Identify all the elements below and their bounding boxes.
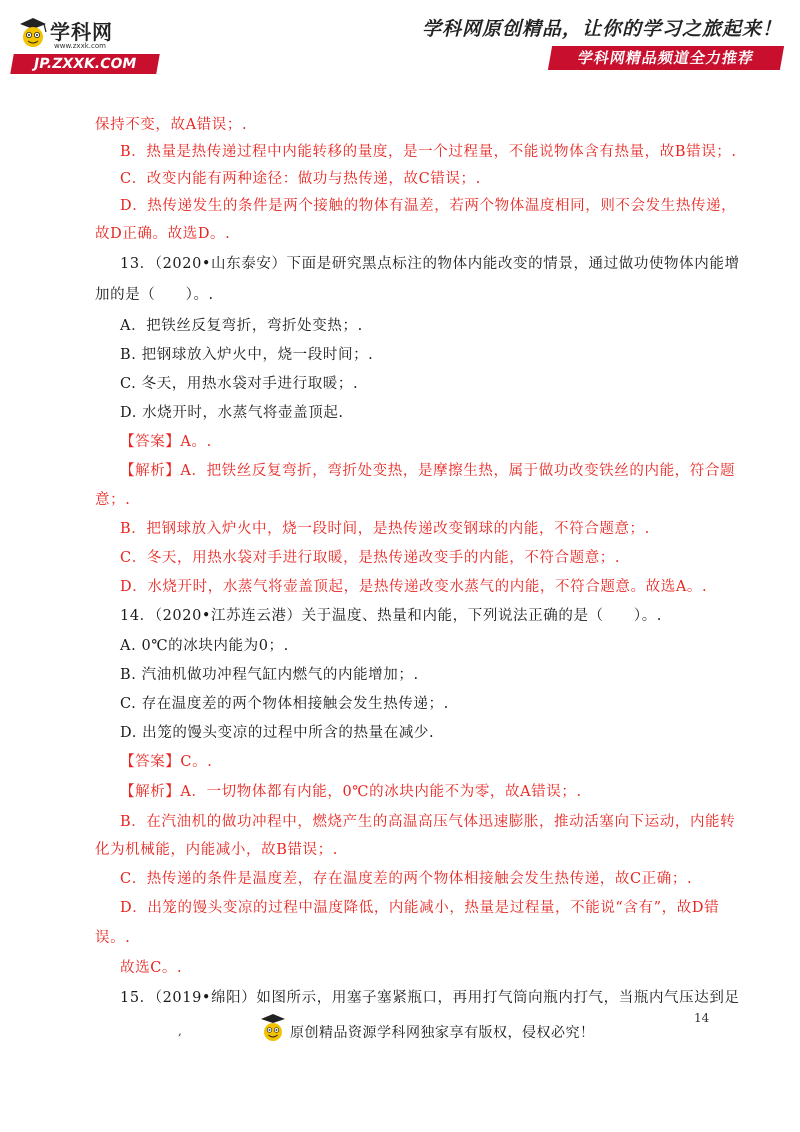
- text-line: D．出笼的馒头变凉的过程中温度降低，内能减小，热量是过程量，不能说“含有”，故D错: [120, 900, 720, 916]
- text-line: C. 冬天，用热水袋对手进行取暖；.: [120, 376, 359, 392]
- logo-url: www.zxxk.com: [54, 42, 106, 50]
- logo-name: 学科网: [50, 20, 113, 44]
- text-line: C．热传递的条件是温度差，存在温度差的两个物体相接触会发生热传递，故C正确；.: [120, 871, 693, 887]
- header-slogan: 学科网原创精品，让你的学习之旅起来！: [421, 18, 782, 40]
- footer-copyright: 原创精品资源学科网独家享有版权，侵权必究！: [290, 1025, 595, 1041]
- text-line: C．冬天，用热水袋对手进行取暖，是热传递改变手的内能，不符合题意；.: [120, 550, 621, 566]
- text-line: D．水烧开时，水蒸气将壶盖顶起，是热传递改变水蒸气的内能，不符合题意。故选A。.: [120, 579, 708, 595]
- zxxk-logo: [10, 12, 160, 74]
- text-line: 14．（2020•江苏连云港）关于温度、热量和内能，下列说法正确的是（ ）。.: [120, 608, 663, 624]
- footer-mascot-icon: [258, 1012, 288, 1046]
- text-line: 意；.: [95, 492, 131, 508]
- logo-banner: JP.ZXXK.COM: [10, 54, 160, 74]
- text-line: A. 0℃的冰块内能为0；.: [120, 638, 289, 654]
- header-slogan-banner: 学科网精品频道全力推荐: [548, 46, 784, 70]
- text-line: 15．（2019•绵阳）如图所示，用塞子塞紧瓶口，再用打气筒向瓶内打气，当瓶内气压达到足: [120, 990, 740, 1006]
- text-line: B．热量是热传递过程中内能转移的量度，是一个过程量，不能说物体含有热量，故B错误；.: [120, 144, 737, 160]
- text-line: 加的是（ ）。.: [95, 287, 214, 303]
- mascot-icon: [16, 16, 50, 52]
- text-line: D. 水烧开时，水蒸气将壶盖顶起.: [120, 405, 344, 421]
- text-line: D．热传递发生的条件是两个接触的物体有温差，若两个物体温度相同，则不会发生热传递，: [120, 198, 737, 214]
- text-line: B. 汽油机做功冲程气缸内燃气的内能增加；.: [120, 667, 419, 683]
- text-line: 【答案】A。.: [120, 434, 212, 450]
- page-header: [0, 0, 800, 80]
- text-line: 【答案】C。.: [120, 754, 213, 770]
- text-line: 13．（2020•山东泰安）下面是研究黑点标注的物体内能改变的情景，通过做功使物体内能增: [120, 256, 740, 272]
- text-line: D. 出笼的馒头变凉的过程中所含的热量在减少.: [120, 725, 435, 741]
- text-line: 【解析】A．一切物体都有内能，0℃的冰块内能不为零，故A错误；.: [120, 784, 582, 800]
- text-line: 【解析】A．把铁丝反复弯折，弯折处变热，是摩擦生热，属于做功改变铁丝的内能，符合题: [120, 463, 736, 479]
- text-line: 故D正确。故选D。.: [95, 226, 231, 242]
- text-line: B. 把钢球放入炉火中，烧一段时间；.: [120, 347, 374, 363]
- footer-comma: ,: [178, 1024, 182, 1038]
- text-line: 保持不变，故A错误；.: [95, 117, 248, 133]
- text-line: 误。.: [95, 930, 131, 946]
- text-line: B．把钢球放入炉火中，烧一段时间，是热传递改变钢球的内能，不符合题意；.: [120, 521, 650, 537]
- text-line: B．在汽油机的做功冲程中，燃烧产生的高温高压气体迅速膨胀，推动活塞向下运动，内能转: [120, 814, 736, 830]
- text-line: 化为机械能，内能减小，故B错误；.: [95, 842, 338, 858]
- text-line: 故选C。.: [120, 960, 183, 976]
- text-line: C．改变内能有两种途径：做功与热传递，故C错误；.: [120, 171, 481, 187]
- page-number: 14: [694, 1011, 710, 1025]
- text-line: C. 存在温度差的两个物体相接触会发生热传递；.: [120, 696, 449, 712]
- text-line: A．把铁丝反复弯折，弯折处变热；.: [120, 318, 363, 334]
